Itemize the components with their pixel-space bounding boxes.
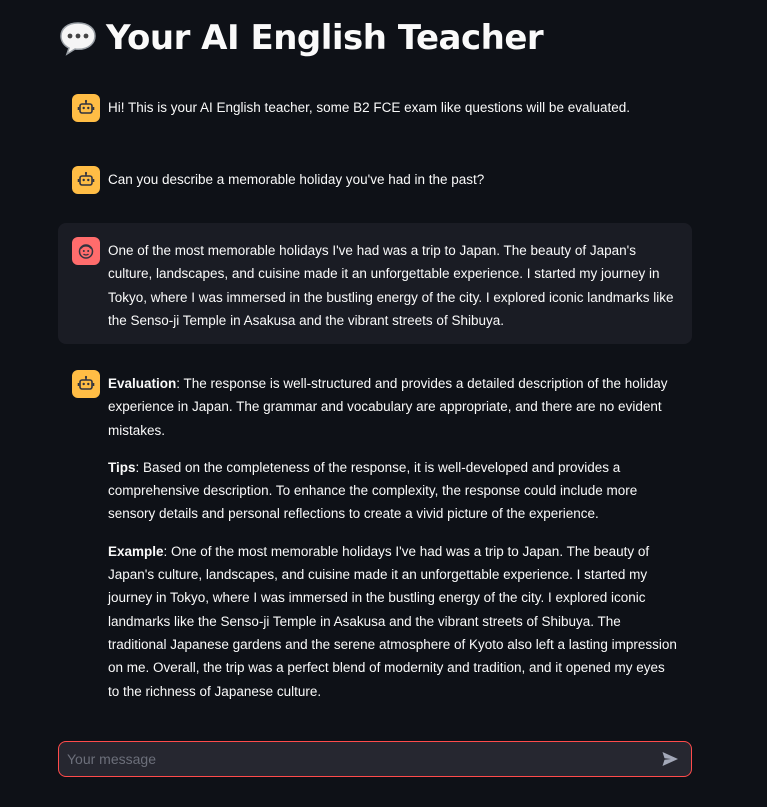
page-title: Your AI English Teacher bbox=[106, 18, 544, 58]
evaluation-content bbox=[108, 370, 678, 703]
evaluation-label: Evaluation bbox=[108, 376, 177, 391]
chat-message-assistant bbox=[58, 356, 692, 717]
example-paragraph bbox=[108, 540, 678, 703]
tips-label: Tips bbox=[108, 459, 136, 475]
send-button[interactable] bbox=[655, 744, 685, 774]
chat-message-user bbox=[58, 223, 692, 344]
evaluation-text: : The response is well-structured and provides a detailed description of the holiday experience in Japan. The grammar and vocabulary are appropriate, and there are no evident mistakes. bbox=[108, 376, 668, 438]
page-title-container bbox=[58, 18, 543, 58]
send-icon bbox=[661, 750, 679, 768]
chat-message-assistant bbox=[58, 152, 692, 208]
chat-message-input[interactable] bbox=[59, 751, 655, 767]
chat-message-assistant bbox=[58, 80, 692, 136]
chat-input-container bbox=[58, 741, 692, 777]
message-text: Hi! This is your AI English teacher, some B2 FCE exam like questions will be evaluated. bbox=[108, 100, 630, 115]
tips-paragraph bbox=[108, 456, 678, 526]
message-text: One of the most memorable holidays I've had was a trip to Japan. The beauty of Japan's culture, landscapes, and cuisine made it an unforgettable experience. I started my journey in Tokyo, where I was immersed in the bustling energy of the city. I explored iconic landmarks like the Senso-ji Temple in Asakusa and the vibrant streets of Shibuya. bbox=[108, 243, 674, 328]
example-text: : One of the most memorable holidays I've had was a trip to Japan. The beauty of Japan's culture, landscapes, and cuisine made it an unforgettable experience. I started my journey in Tokyo, where I was immersed in the bustling energy of the city. I explored iconic landmarks like the Senso-ji Temple in Asakusa and the vibrant streets of Shibuya. The traditional Japanese gardens and the serene atmosphere of Kyoto also left a lasting impression on me. Overall, the trip was a perfect blend of modernity and tradition, and it opened my eyes to the richness of Japanese culture. bbox=[108, 543, 677, 699]
robot-icon bbox=[72, 370, 100, 398]
speech-balloon-icon bbox=[58, 18, 98, 58]
robot-icon bbox=[72, 166, 100, 194]
smiley-face-icon bbox=[72, 237, 100, 265]
message-text: Can you describe a memorable holiday you've had in the past? bbox=[108, 172, 485, 187]
evaluation-paragraph bbox=[108, 372, 678, 442]
example-label: Example bbox=[108, 543, 164, 559]
robot-icon bbox=[72, 94, 100, 122]
tips-text: : Based on the completeness of the response, it is well-developed and provides a comprehensive description. To enhance the complexity, the response could include more sensory details and personal reflections to create a vivid picture of the experience. bbox=[108, 459, 638, 522]
